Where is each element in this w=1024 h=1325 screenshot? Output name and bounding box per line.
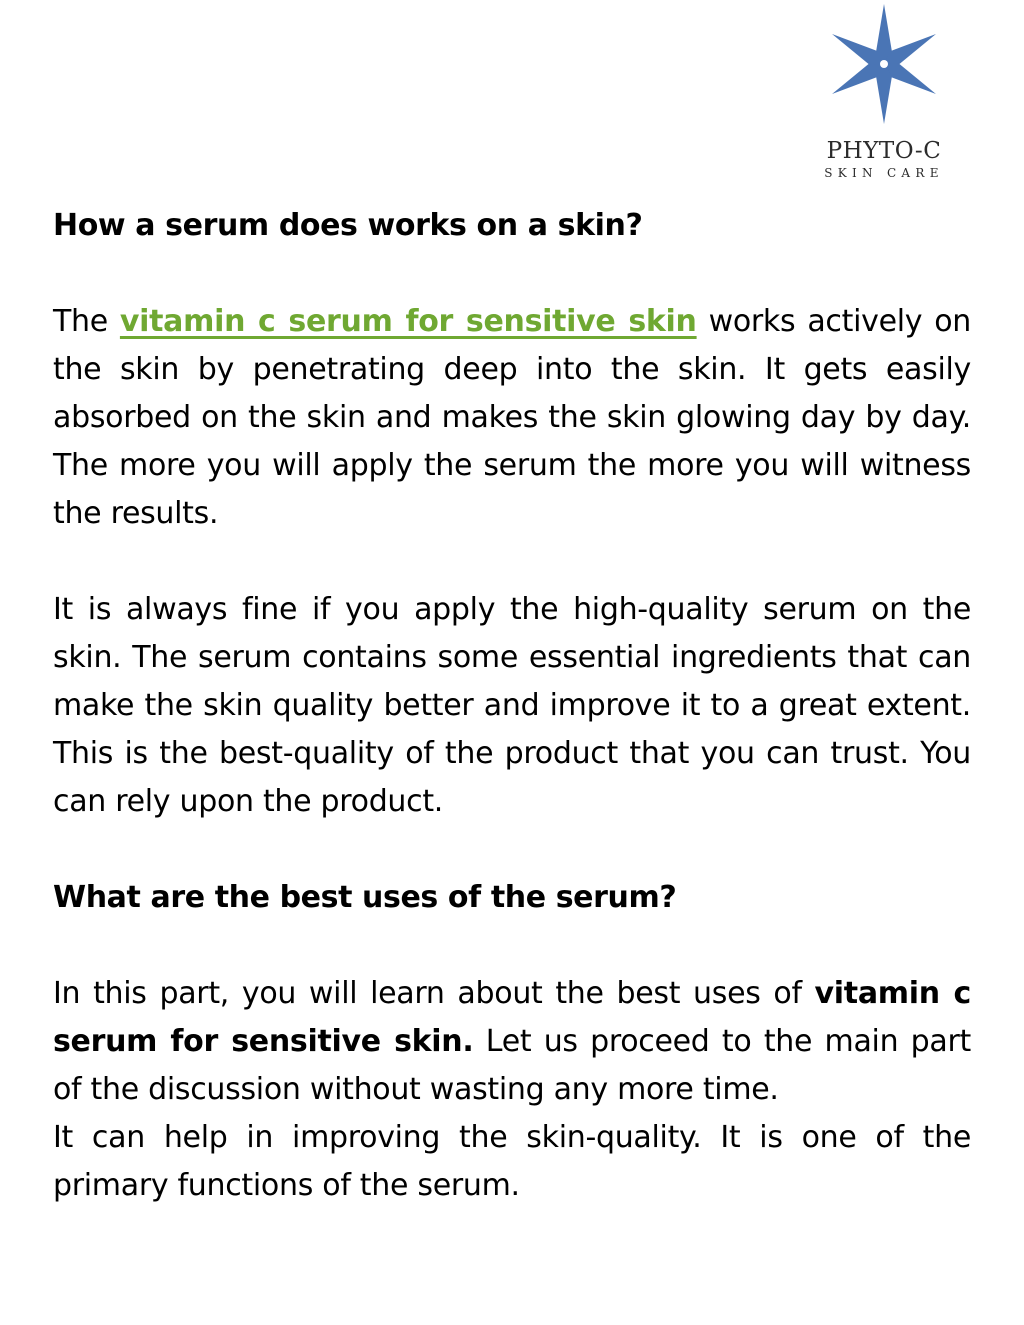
bold-keyword: vitamin c serum for sensitive skin. — [53, 976, 971, 1059]
paragraph-high-quality-serum: It is always fine if you apply the high-quality serum on the skin. The serum contains some essential ingredients that can make the skin quality better and improve it to a great extent. This is the best-quality of the product that you can trust. You can rely upon the product. — [53, 592, 971, 819]
logo-brand-name: PHYTO-C — [826, 138, 942, 164]
brand-logo — [818, 2, 950, 180]
paragraph-skin-quality: It can help in improving the skin-quality. It is one of the primary functions of the serum. — [53, 1120, 971, 1203]
paragraph-text: In this part, you will learn about the best uses of — [53, 976, 815, 1011]
document-body — [53, 202, 971, 1210]
paragraph-text: Let us proceed to the main part of the discussion without wasting any more time. — [53, 1024, 971, 1107]
six-point-star-icon — [822, 2, 946, 126]
logo-tagline: SKIN CARE — [824, 166, 944, 180]
section-heading-best-uses: What are the best uses of the serum? — [53, 880, 677, 915]
paragraph-serum-works — [53, 298, 971, 538]
paragraph-text: The — [53, 304, 120, 339]
paragraph-best-uses — [53, 970, 971, 1114]
vitamin-c-serum-link[interactable]: vitamin c serum for sensitive skin — [119, 304, 697, 339]
paragraph-text: works actively on the skin by penetrating deep into the skin. It gets easily absorbed on the skin and makes the skin glowing day by day. The more you will apply the serum the more you will witness the results. — [53, 304, 971, 531]
section-heading-how-serum-works: How a serum does works on a skin? — [53, 208, 643, 243]
